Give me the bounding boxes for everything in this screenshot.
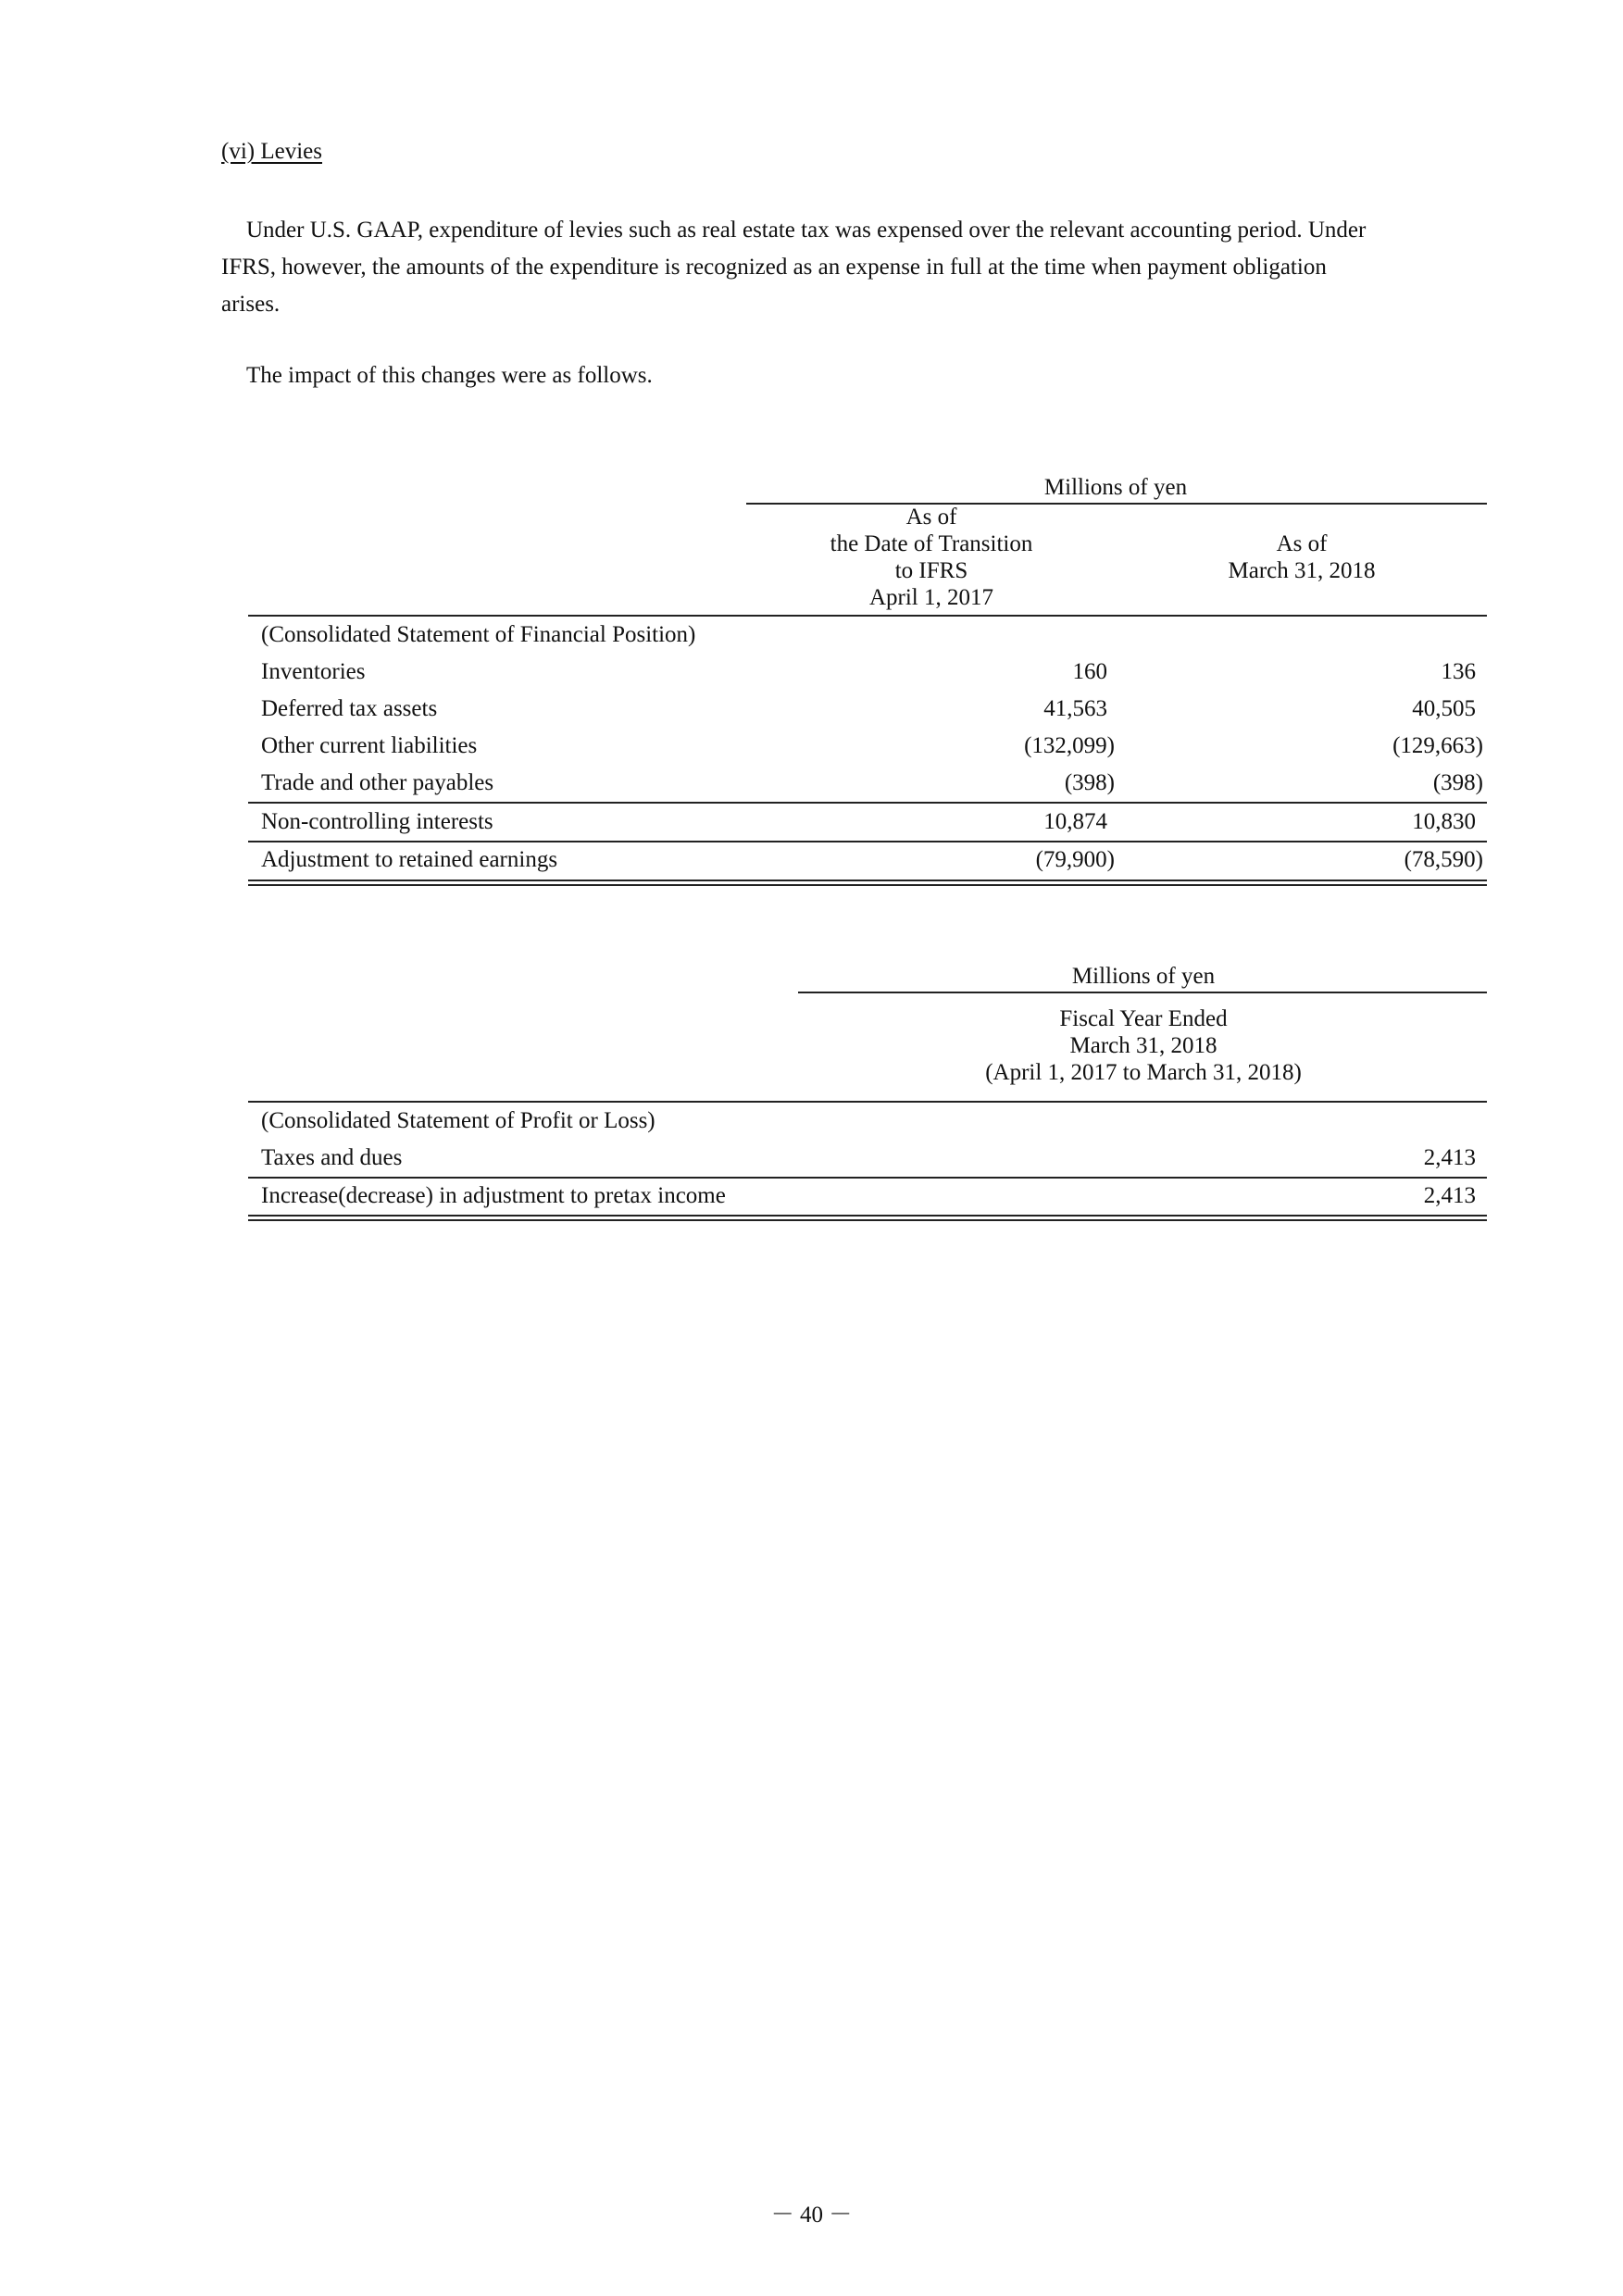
row-value-march-2018: 40,505	[1412, 696, 1476, 721]
table1-total-rule	[248, 841, 1487, 842]
table2-total-rule	[248, 1177, 1487, 1179]
row-value-transition: (398)	[1064, 770, 1115, 795]
col1-header-line: to IFRS	[894, 558, 968, 583]
table2-unit-label: Millions of yen	[1071, 964, 1216, 989]
table1-double-rule-bottom	[248, 884, 1487, 886]
row-label: Deferred tax assets	[261, 696, 438, 721]
row-label: Taxes and dues	[261, 1145, 403, 1170]
row-value-fiscal-2018: 2,413	[1423, 1183, 1476, 1208]
row-label: Inventories	[261, 659, 366, 684]
page-number: － 40 －	[770, 2202, 853, 2227]
row-value-march-2018: (129,663)	[1392, 733, 1483, 758]
table2-header-rule	[248, 1101, 1487, 1103]
table1-header-rule	[248, 615, 1487, 617]
row-value-transition: 160	[1072, 659, 1107, 684]
row-label: Adjustment to retained earnings	[261, 847, 558, 872]
table1-double-rule-top	[248, 880, 1487, 881]
row-value-march-2018: 136	[1441, 659, 1476, 684]
table2-group-label: (Consolidated Statement of Profit or Loss)	[261, 1108, 655, 1133]
impact-paragraph: The impact of this changes were as follows.	[246, 363, 653, 388]
col1-header-line: the Date of Transition	[830, 531, 1033, 556]
col-header-line: March 31, 2018	[1069, 1033, 1217, 1058]
col-header-line: Fiscal Year Ended	[1059, 1006, 1228, 1031]
intro-line-3: arises.	[221, 292, 281, 317]
intro-line-2: IFRS, however, the amounts of the expenditure is recognized as an expense in full at the time when payment obligation	[221, 255, 1327, 280]
col-header-line: (April 1, 2017 to March 31, 2018)	[985, 1060, 1302, 1085]
row-label: Increase(decrease) in adjustment to pretax income	[261, 1183, 726, 1208]
row-value-transition: 41,563	[1043, 696, 1107, 721]
table2-double-rule-bottom	[248, 1219, 1487, 1221]
col1-header-line: As of	[905, 505, 957, 530]
row-value-transition: (132,099)	[1024, 733, 1115, 758]
table2-double-rule-top	[248, 1215, 1487, 1217]
table1-subtotal-rule	[248, 802, 1487, 804]
row-value-march-2018: (78,590)	[1404, 847, 1483, 872]
col1-header-line: April 1, 2017	[868, 585, 994, 610]
row-value-march-2018: 10,830	[1412, 809, 1476, 834]
row-value-transition: 10,874	[1043, 809, 1107, 834]
table1-unit-label: Millions of yen	[1043, 475, 1188, 500]
row-value-fiscal-2018: 2,413	[1423, 1145, 1476, 1170]
col2-header-line: As of	[1276, 531, 1328, 556]
row-label: Trade and other payables	[261, 770, 494, 795]
intro-paragraph	[221, 212, 1478, 323]
table2-unit-rule	[798, 992, 1487, 993]
table1-group-label: (Consolidated Statement of Financial Position)	[261, 622, 696, 647]
row-value-march-2018: (398)	[1432, 770, 1483, 795]
col2-header-line: March 31, 2018	[1228, 558, 1376, 583]
row-label: Non-controlling interests	[261, 809, 493, 834]
intro-line-1: Under U.S. GAAP, expenditure of levies such as real estate tax was expensed over the relevant accounting period. Under	[246, 218, 1367, 243]
row-value-transition: (79,900)	[1035, 847, 1115, 872]
row-label: Other current liabilities	[261, 733, 478, 758]
section-heading: (vi) Levies	[221, 139, 322, 164]
